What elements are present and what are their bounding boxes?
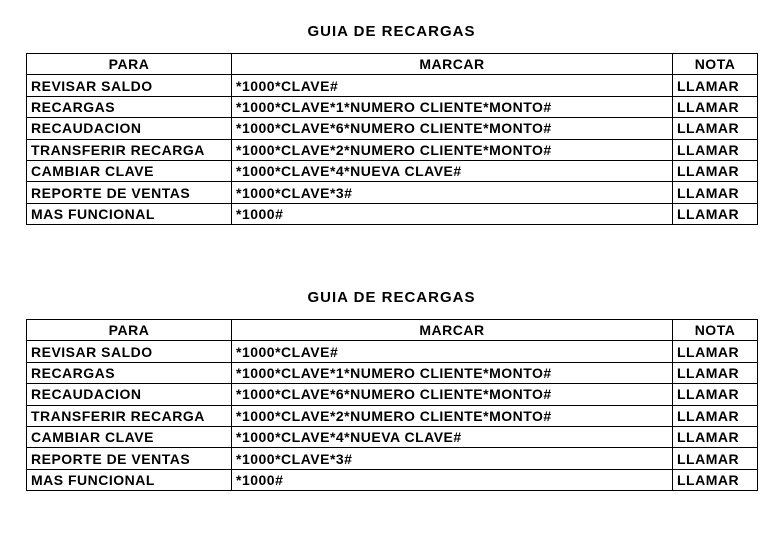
table-row: [27, 203, 758, 224]
cell-marcar: *1000*CLAVE*4*NUEVA CLAVE#: [232, 160, 673, 181]
cell-marcar: *1000#: [232, 203, 673, 224]
table-row: [27, 448, 758, 469]
table-row: [27, 405, 758, 426]
cell-para: TRANSFERIR RECARGA: [27, 139, 232, 160]
cell-para: CAMBIAR CLAVE: [27, 426, 232, 447]
table-row: [27, 362, 758, 383]
cell-nota: LLAMAR: [673, 75, 758, 96]
cell-para: REPORTE DE VENTAS: [27, 448, 232, 469]
cell-para: REVISAR SALDO: [27, 341, 232, 362]
cell-nota: LLAMAR: [673, 139, 758, 160]
header-marcar: MARCAR: [232, 320, 673, 341]
cell-para: REPORTE DE VENTAS: [27, 182, 232, 203]
table-header-row: [27, 54, 758, 75]
cell-marcar: *1000*CLAVE*6*NUMERO CLIENTE*MONTO#: [232, 384, 673, 405]
cell-marcar: *1000*CLAVE*1*NUMERO CLIENTE*MONTO#: [232, 362, 673, 383]
guide-title: GUIA DE RECARGAS: [307, 289, 476, 306]
cell-nota: LLAMAR: [673, 96, 758, 117]
table-row: [27, 160, 758, 181]
cell-para: RECARGAS: [27, 96, 232, 117]
table-header-row: [27, 320, 758, 341]
table-row: [27, 341, 758, 362]
cell-nota: LLAMAR: [673, 469, 758, 490]
cell-nota: LLAMAR: [673, 160, 758, 181]
table-row: [27, 384, 758, 405]
cell-nota: LLAMAR: [673, 203, 758, 224]
cell-nota: LLAMAR: [673, 182, 758, 203]
cell-marcar: *1000#: [232, 469, 673, 490]
cell-para: MAS FUNCIONAL: [27, 469, 232, 490]
cell-marcar: *1000*CLAVE*4*NUEVA CLAVE#: [232, 426, 673, 447]
table-row: [27, 118, 758, 139]
cell-para: REVISAR SALDO: [27, 75, 232, 96]
header-para: PARA: [27, 54, 232, 75]
header-marcar: MARCAR: [232, 54, 673, 75]
cell-marcar: *1000*CLAVE#: [232, 341, 673, 362]
recharge-guide-table: [26, 319, 758, 491]
cell-marcar: *1000*CLAVE*6*NUMERO CLIENTE*MONTO#: [232, 118, 673, 139]
header-para: PARA: [27, 320, 232, 341]
cell-marcar: *1000*CLAVE*3#: [232, 182, 673, 203]
cell-para: MAS FUNCIONAL: [27, 203, 232, 224]
cell-marcar: *1000*CLAVE*2*NUMERO CLIENTE*MONTO#: [232, 405, 673, 426]
recharge-guide-section-1: [26, 22, 757, 225]
recharge-guide-table: [26, 53, 758, 225]
cell-para: RECARGAS: [27, 362, 232, 383]
cell-nota: LLAMAR: [673, 362, 758, 383]
recharge-guide-section-2: [26, 288, 757, 491]
cell-nota: LLAMAR: [673, 426, 758, 447]
cell-marcar: *1000*CLAVE*3#: [232, 448, 673, 469]
cell-para: RECAUDACION: [27, 118, 232, 139]
cell-marcar: *1000*CLAVE*1*NUMERO CLIENTE*MONTO#: [232, 96, 673, 117]
header-nota: NOTA: [673, 54, 758, 75]
table-row: [27, 96, 758, 117]
header-nota: NOTA: [673, 320, 758, 341]
cell-marcar: *1000*CLAVE*2*NUMERO CLIENTE*MONTO#: [232, 139, 673, 160]
cell-para: CAMBIAR CLAVE: [27, 160, 232, 181]
table-row: [27, 75, 758, 96]
cell-para: TRANSFERIR RECARGA: [27, 405, 232, 426]
cell-nota: LLAMAR: [673, 341, 758, 362]
cell-nota: LLAMAR: [673, 448, 758, 469]
cell-nota: LLAMAR: [673, 405, 758, 426]
table-row: [27, 426, 758, 447]
table-row: [27, 182, 758, 203]
cell-nota: LLAMAR: [673, 118, 758, 139]
table-row: [27, 469, 758, 490]
cell-marcar: *1000*CLAVE#: [232, 75, 673, 96]
table-row: [27, 139, 758, 160]
cell-para: RECAUDACION: [27, 384, 232, 405]
cell-nota: LLAMAR: [673, 384, 758, 405]
guide-title: GUIA DE RECARGAS: [307, 23, 476, 40]
